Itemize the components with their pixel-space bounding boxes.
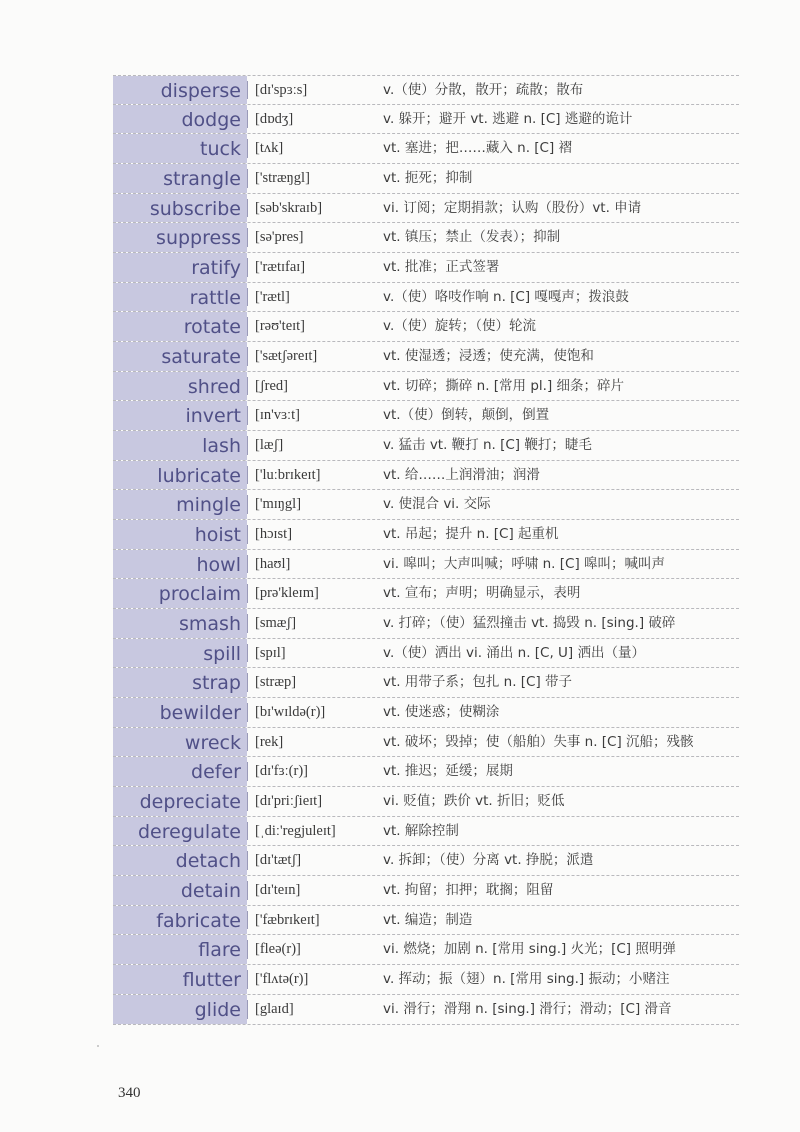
- definition: v. 拆卸；（使）分离 vt. 挣脱；派遣: [383, 852, 594, 869]
- vocab-row: [113, 194, 739, 224]
- definition: vt. 破坏；毁掉；使（船舶）失事 n. [C] 沉船；残骸: [383, 733, 694, 750]
- definition: v. 躲开；避开 vt. 逃避 n. [C] 逃避的诡计: [383, 110, 633, 127]
- headword: suppress: [113, 223, 247, 252]
- vocab-row: [113, 164, 739, 194]
- headword: mingle: [113, 490, 247, 519]
- vocab-row: [113, 401, 739, 431]
- phonetic: [fleə(r)]: [255, 941, 301, 958]
- definition: vt. 使迷惑；使糊涂: [383, 704, 500, 721]
- vocab-row: [113, 817, 739, 847]
- definition: vt. 塞进；把……藏入 n. [C] 褶: [383, 140, 573, 157]
- vocab-row: [113, 579, 739, 609]
- headword: proclaim: [113, 579, 247, 608]
- vocab-row: [113, 520, 739, 550]
- phonetic: [rəʊ'teɪt]: [255, 318, 306, 335]
- vocab-row: [113, 935, 739, 965]
- headword: tuck: [113, 134, 247, 163]
- definition: v. 猛击 vt. 鞭打 n. [C] 鞭打；睫毛: [383, 437, 592, 454]
- headword: lash: [113, 431, 247, 460]
- vocab-row: [113, 431, 739, 461]
- definition: vt. 吊起；提升 n. [C] 起重机: [383, 526, 559, 543]
- vocab-row: [113, 550, 739, 580]
- vocab-row: [113, 283, 739, 313]
- headword: deregulate: [113, 817, 247, 846]
- headword: strangle: [113, 164, 247, 193]
- phonetic: [səb'skraɪb]: [255, 199, 323, 216]
- headword: glide: [113, 995, 247, 1024]
- headword: howl: [113, 550, 247, 579]
- phonetic: [hɔɪst]: [255, 526, 293, 543]
- headword: flare: [113, 935, 247, 964]
- phonetic: ['stræŋgl]: [255, 170, 310, 187]
- definition: v.（使）分散，散开；疏散；散布: [383, 82, 584, 98]
- definition: v. 挥动；振（翅）n. [常用 sing.] 振动；小赌注: [383, 971, 670, 988]
- vocab-row: [113, 728, 739, 758]
- vocab-row: [113, 906, 739, 936]
- headword: hoist: [113, 520, 247, 549]
- headword: spill: [113, 639, 247, 668]
- vocab-row: [113, 609, 739, 639]
- definition: vt. 使湿透；浸透；使充满，使饱和: [383, 348, 594, 365]
- phonetic: ['fæbrɪkeɪt]: [255, 911, 320, 928]
- definition: vi. 滑行；滑翔 n. [sing.] 滑行；滑动；[C] 滑音: [383, 1000, 672, 1017]
- headword: defer: [113, 757, 247, 786]
- vocab-row: [113, 846, 739, 876]
- vocab-row: [113, 490, 739, 520]
- headword: shred: [113, 372, 247, 401]
- vocab-row: [113, 639, 739, 669]
- phonetic: [dɪ'priːʃieɪt]: [255, 793, 323, 810]
- phonetic: [dɒdʒ]: [255, 110, 294, 127]
- definition: v.（使）咯吱作响 n. [C] 嘎嘎声；拨浪鼓: [383, 288, 629, 305]
- vocab-row: [113, 757, 739, 787]
- phonetic: [glaɪd]: [255, 1000, 294, 1017]
- phonetic: [rek]: [255, 733, 284, 750]
- definition: v.（使）旋转；（使）轮流: [383, 318, 536, 335]
- vocab-row: [113, 75, 739, 105]
- vocab-row: [113, 223, 739, 253]
- vocab-row: [113, 668, 739, 698]
- vocab-row: [113, 698, 739, 728]
- phonetic: [prə'kleɪm]: [255, 585, 319, 602]
- headword: smash: [113, 609, 247, 638]
- definition: vi. 订阅；定期捐款；认购（股份）vt. 申请: [383, 199, 642, 216]
- vocab-row: [113, 312, 739, 342]
- phonetic: [dɪ'teɪn]: [255, 882, 301, 899]
- headword: lubricate: [113, 461, 247, 490]
- phonetic: ['flʌtə(r)]: [255, 971, 309, 988]
- headword: bewilder: [113, 698, 247, 727]
- vocab-row: [113, 342, 739, 372]
- phonetic: [sə'pres]: [255, 229, 304, 246]
- definition: vt. 切碎；撕碎 n. [常用 pl.] 细条；碎片: [383, 377, 625, 394]
- definition: vt. 拘留；扣押；耽搁；阻留: [383, 882, 554, 899]
- vocabulary-table: [113, 75, 739, 1025]
- definition: vt. 给……上润滑油；润滑: [383, 466, 540, 483]
- phonetic: ['rætɪfaɪ]: [255, 259, 306, 276]
- headword: rotate: [113, 312, 247, 341]
- phonetic: [spɪl]: [255, 644, 286, 661]
- definition: vt. 镇压；禁止（发表）；抑制: [383, 229, 561, 246]
- headword: wreck: [113, 728, 247, 757]
- phonetic: [læʃ]: [255, 437, 284, 454]
- definition: vi. 贬值；跌价 vt. 折旧；贬低: [383, 793, 565, 810]
- headword: saturate: [113, 342, 247, 371]
- definition: vt. 扼死；抑制: [383, 170, 473, 187]
- headword: detach: [113, 846, 247, 875]
- definition: vt.（使）倒转，颠倒，倒置: [383, 407, 550, 424]
- headword: invert: [113, 401, 247, 430]
- headword: rattle: [113, 283, 247, 312]
- phonetic: [dɪ'tætʃ]: [255, 852, 302, 869]
- phonetic: [ʃred]: [255, 377, 289, 394]
- headword: depreciate: [113, 787, 247, 816]
- definition: v. 使混合 vi. 交际: [383, 496, 491, 513]
- definition: v.（使）洒出 vi. 涌出 n. [C, U] 洒出（量）: [383, 644, 645, 661]
- definition: vt. 解除控制: [383, 822, 459, 839]
- phonetic: ['sætʃəreɪt]: [255, 348, 318, 365]
- phonetic: [dɪ'fɜː(r)]: [255, 763, 308, 780]
- phonetic: [dɪ'spɜːs]: [255, 82, 308, 98]
- definition: vt. 批准；正式签署: [383, 259, 500, 276]
- definition: vt. 编造；制造: [383, 911, 473, 928]
- phonetic: ['luːbrɪkeɪt]: [255, 466, 321, 483]
- phonetic: ['mɪŋgl]: [255, 496, 302, 513]
- headword: disperse: [113, 76, 247, 104]
- page-number: 340: [118, 1085, 141, 1101]
- definition: vt. 推迟；延缓；展期: [383, 763, 513, 780]
- vocab-row: [113, 105, 739, 135]
- definition: vi. 燃烧；加剧 n. [常用 sing.] 火光；[C] 照明弹: [383, 941, 676, 958]
- phonetic: [smæʃ]: [255, 615, 297, 632]
- headword: dodge: [113, 105, 247, 134]
- phonetic: [bɪ'wɪldə(r)]: [255, 704, 326, 721]
- vocab-row: [113, 461, 739, 491]
- headword: ratify: [113, 253, 247, 282]
- headword: flutter: [113, 965, 247, 994]
- phonetic: [tʌk]: [255, 140, 284, 157]
- phonetic: [ɪn'vɜːt]: [255, 407, 300, 424]
- vocab-row: [113, 787, 739, 817]
- definition: vi. 嗥叫；大声叫喊；呼啸 n. [C] 嗥叫；喊叫声: [383, 555, 666, 572]
- vocab-row: [113, 965, 739, 995]
- vocab-row: [113, 134, 739, 164]
- scan-mark: [97, 1045, 99, 1047]
- vocab-row: [113, 876, 739, 906]
- vocab-row: [113, 253, 739, 283]
- headword: fabricate: [113, 906, 247, 935]
- phonetic: ['rætl]: [255, 288, 290, 305]
- headword: strap: [113, 668, 247, 697]
- definition: vt. 宣布；声明；明确显示，表明: [383, 585, 581, 602]
- phonetic: [haʊl]: [255, 555, 291, 572]
- definition: vt. 用带子系；包扎 n. [C] 带子: [383, 674, 573, 691]
- headword: detain: [113, 876, 247, 905]
- phonetic: [stræp]: [255, 674, 297, 691]
- definition: v. 打碎；（使）猛烈撞击 vt. 捣毁 n. [sing.] 破碎: [383, 615, 676, 632]
- vocab-row: [113, 995, 739, 1025]
- phonetic: [ˌdiː'regjuleɪt]: [255, 822, 336, 839]
- vocab-row: [113, 372, 739, 402]
- headword: subscribe: [113, 194, 247, 223]
